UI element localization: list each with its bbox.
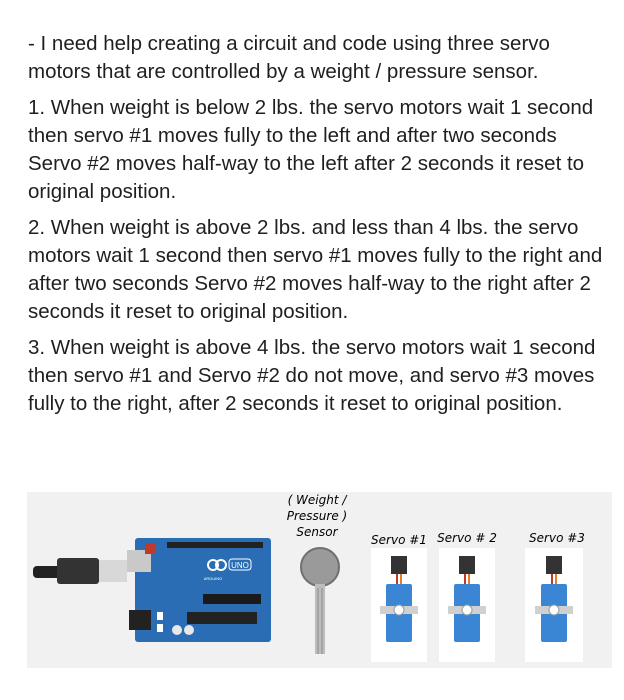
servo-2 [439, 548, 495, 662]
intro-paragraph: - I need help creating a circuit and code using three servo motors that are controlled by a weight / pressure sensor. [28, 32, 550, 83]
servo-3 [525, 548, 583, 662]
board-logo-text: UNO [231, 561, 249, 570]
board-brand-text: ARDUINO [203, 576, 223, 581]
sensor-label-line2: Pressure ) [286, 509, 348, 523]
servo-2-label: Servo # 2 [437, 531, 497, 545]
servo-1-label: Servo #1 [371, 533, 427, 547]
usb-cable-icon [33, 558, 127, 584]
condition-1-paragraph: 1. When weight is below 2 lbs. the servo motors wait 1 second then servo #1 moves fully to the left and after two seconds Servo #2 moves half-way to the left after 2 seconds it reset to original position. [28, 96, 594, 203]
condition-3-paragraph: 3. When weight is above 4 lbs. the servo motors wait 1 second then servo #1 and Servo #2 do not move, and servo #3 moves fully to the right, after 2 seconds it reset to original position. [28, 336, 596, 415]
circuit-drawing [27, 492, 612, 668]
servo-3-label: Servo #3 [529, 531, 585, 545]
circuit-figure [27, 492, 612, 668]
pressure-sensor-icon [301, 548, 339, 654]
arduino-board [127, 538, 271, 642]
condition-2-paragraph: 2. When weight is above 2 lbs. and less than 4 lbs. the servo motors wait 1 second then servo #1 moves fully to the right and after two seconds Servo #2 moves half-way to the right after 2 seconds it reset to original position. [28, 216, 603, 323]
sensor-label-line1: ( Weight / [287, 493, 347, 507]
sensor-label-line3: Sensor [296, 525, 338, 539]
question-text [28, 30, 608, 426]
servo-1 [371, 548, 427, 662]
